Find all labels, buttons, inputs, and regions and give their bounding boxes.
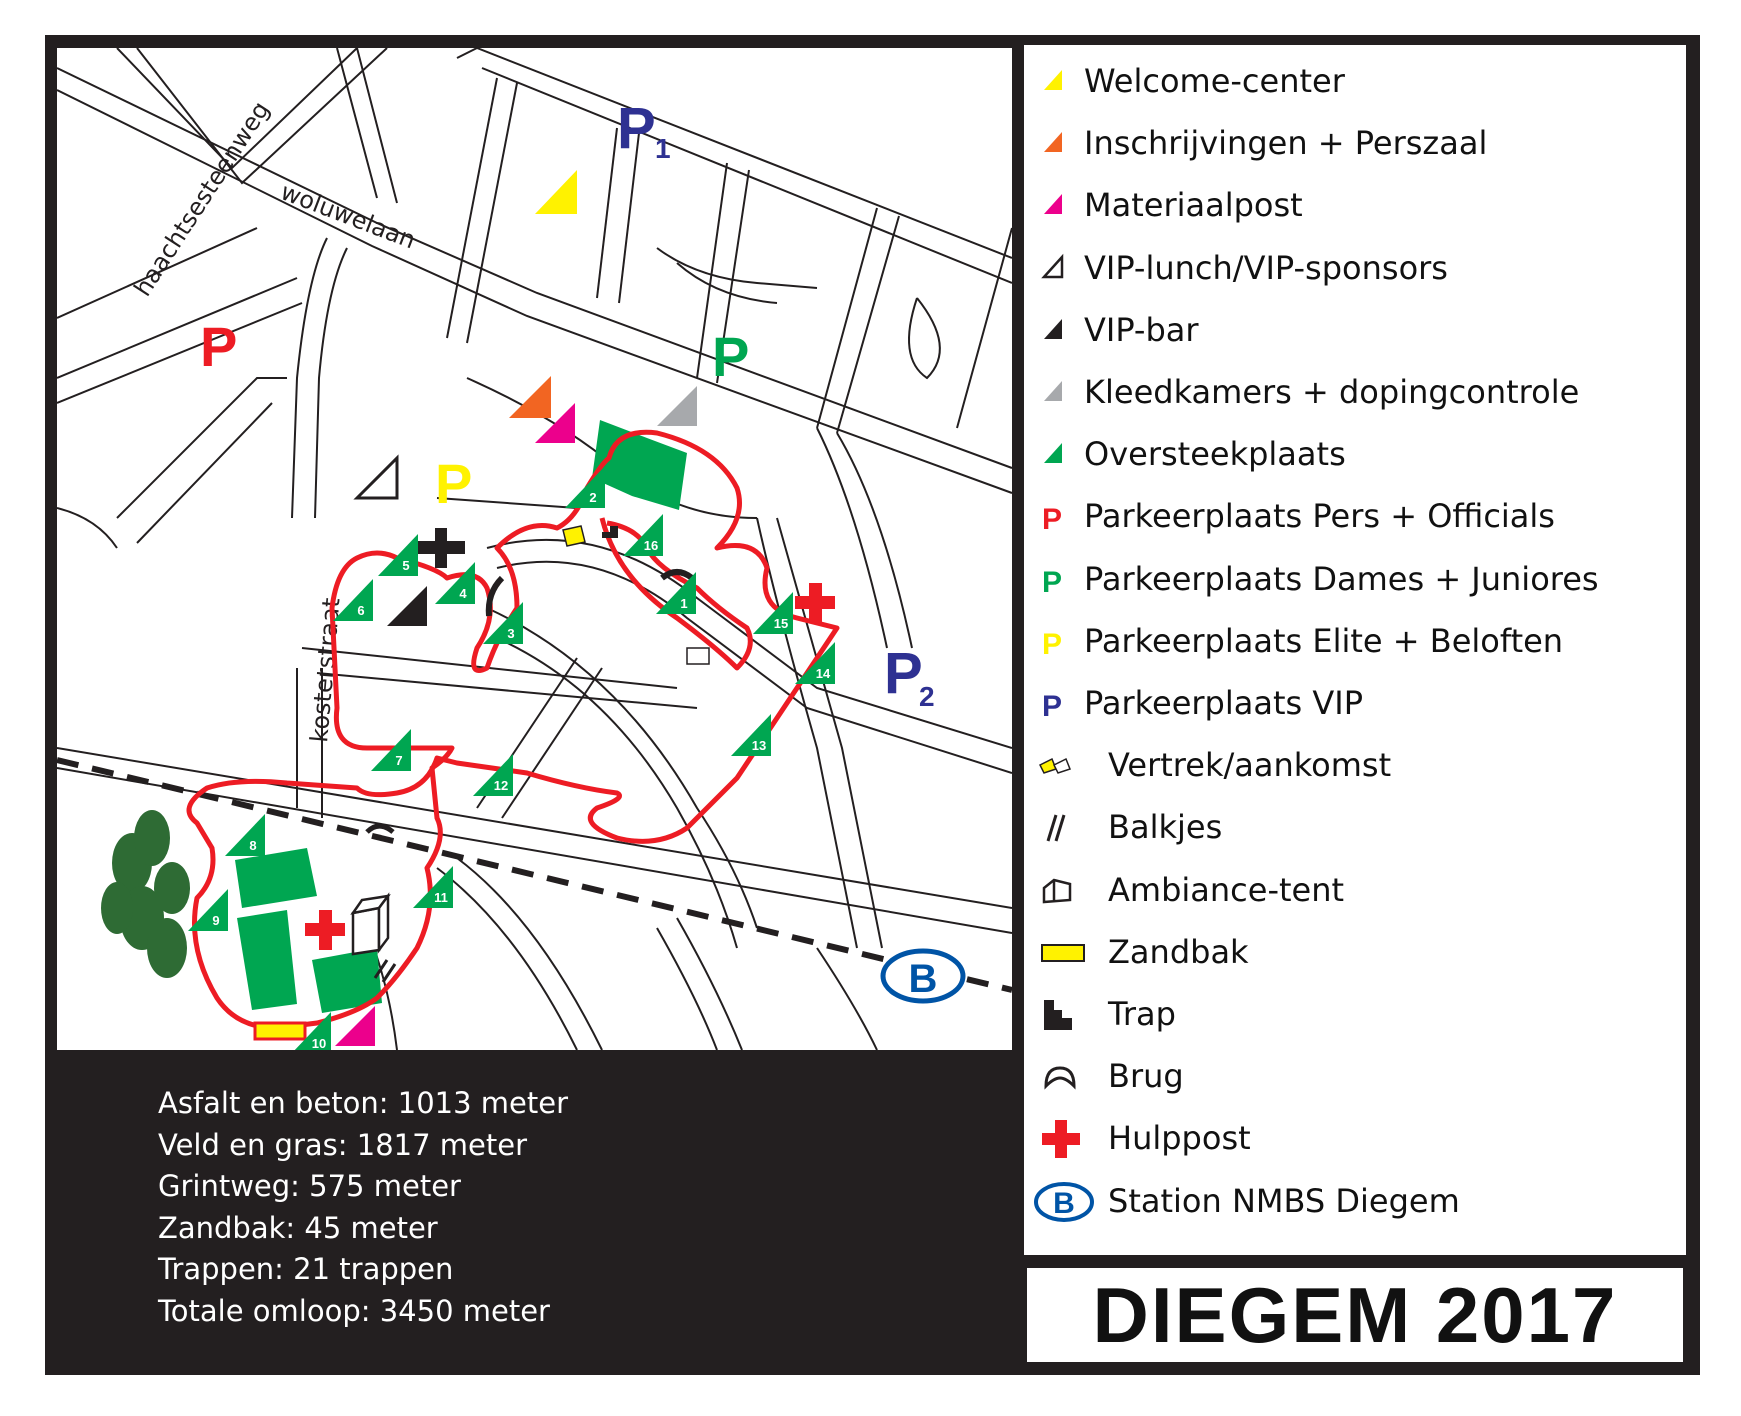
crossing-number: 15 (773, 616, 789, 631)
parking-yellow[interactable]: P (435, 452, 473, 515)
legend-item (1024, 990, 1176, 1038)
crossing-number: 13 (751, 738, 767, 753)
crossing-number: 2 (589, 490, 597, 505)
nmbs-station-logo[interactable] (883, 951, 963, 1001)
crossing-number: 1 (680, 596, 688, 611)
stat-gravel: Grintweg: 575 meter (158, 1169, 461, 1203)
legend-label: Brug (1108, 1057, 1184, 1096)
crossing-number: 8 (249, 838, 257, 853)
parking-p1-sub: 1 (655, 133, 671, 164)
red-cross-icon (1024, 1114, 1108, 1162)
legend-label: Ambiance-tent (1108, 870, 1345, 909)
parking-p1[interactable]: P (617, 96, 656, 161)
trees (101, 810, 190, 978)
parking-green[interactable]: P (712, 325, 750, 388)
crossing-16-marker[interactable] (623, 514, 663, 556)
map-canvas (57, 48, 1012, 1050)
legend-item (1024, 803, 1222, 851)
svg-text:P: P (1042, 690, 1063, 723)
legend-label: Station NMBS Diegem (1108, 1181, 1460, 1220)
legend-label: Parkeerplaats Pers + Officials (1084, 497, 1555, 536)
bridge[interactable] (489, 578, 502, 616)
legend-item (1024, 1114, 1251, 1162)
legend-item (1024, 430, 1346, 478)
page-title: DIEGEM 2017 (1092, 1270, 1618, 1359)
magenta-flag-icon (1024, 181, 1084, 229)
nmbs-logo-icon (1024, 1177, 1108, 1225)
legend-item (1024, 679, 1363, 727)
legend-item (1024, 617, 1563, 665)
course-map[interactable] (57, 48, 1012, 1050)
stairs-icon (1024, 990, 1108, 1038)
crossing-13-marker[interactable] (731, 714, 771, 756)
legend-panel (1024, 45, 1686, 1255)
sandbox[interactable] (255, 1023, 305, 1039)
bridge-icon (1024, 1052, 1108, 1100)
grey-flag-icon (1024, 368, 1084, 416)
legend-item (1024, 368, 1579, 416)
green-field (237, 910, 297, 1010)
legend-label: Balkjes (1108, 808, 1223, 847)
legend-label: Oversteekplaats (1084, 435, 1346, 474)
crossing-4-marker[interactable] (435, 562, 475, 604)
legend-label: Hulppost (1108, 1119, 1251, 1158)
changing-rooms-flag[interactable] (657, 386, 697, 426)
crossing-number: 11 (434, 890, 448, 905)
street-label-kosterstraat: kosterstraat (305, 596, 346, 744)
crossing-11-marker[interactable] (413, 866, 453, 908)
legend-item (1024, 306, 1199, 354)
crossing-15-marker[interactable] (753, 592, 793, 634)
stat-asphalt: Asfalt en beton: 1013 meter (158, 1086, 568, 1120)
crossing-8-marker[interactable] (225, 814, 265, 856)
crossing-number: 16 (643, 538, 659, 553)
parking-p2[interactable]: P (884, 641, 923, 706)
legend-item (1024, 119, 1487, 167)
vip-lunch-flag[interactable] (357, 458, 397, 498)
title-box (1024, 1265, 1686, 1365)
svg-text:B: B (1053, 1186, 1075, 1220)
crossing-number: 5 (402, 558, 410, 573)
crossing-number: 12 (493, 778, 509, 793)
legend-label: Parkeerplaats Elite + Beloften (1084, 621, 1564, 660)
crossing-number: 10 (311, 1036, 327, 1050)
stat-grass: Veld en gras: 1817 meter (158, 1127, 527, 1162)
svg-text:B: B (908, 957, 938, 1001)
first-aid-cross-2[interactable] (305, 910, 345, 950)
green-flag-icon (1024, 430, 1084, 478)
legend-label: Parkeerplaats Dames + Juniores (1084, 559, 1599, 598)
legend-label: Vertrek/aankomst (1108, 746, 1392, 785)
legend-item (1024, 492, 1555, 540)
legend-label: Kleedkamers + dopingcontrole (1084, 373, 1580, 411)
yellow-flag-icon (1024, 57, 1084, 105)
legend-label: Parkeerplaats VIP (1084, 684, 1363, 722)
legend-item (1024, 928, 1249, 976)
svg-text:P: P (1042, 627, 1063, 661)
svg-text:P: P (1042, 565, 1063, 599)
legend-label: Inschrijvingen + Perszaal (1084, 124, 1488, 163)
legend-label: VIP-bar (1084, 310, 1199, 349)
crossing-number: 7 (395, 753, 403, 768)
legend-item (1024, 555, 1599, 603)
legend-label: VIP-lunch/VIP-sponsors (1084, 248, 1448, 287)
registration-flag[interactable] (509, 376, 551, 418)
ambiance-tent[interactable] (353, 896, 388, 954)
crossing-number: 9 (212, 913, 220, 928)
black-flag-icon (1024, 306, 1084, 354)
green-parking-icon (1024, 555, 1084, 603)
green-field (235, 848, 317, 908)
legend-label: Materiaalpost (1084, 186, 1303, 225)
vip-bar-flag[interactable] (387, 586, 427, 626)
legend-item (1024, 1177, 1460, 1225)
legend-item (1024, 244, 1448, 292)
street-label-haachtsesteenweg: haachtsesteenweg (128, 96, 276, 302)
parking-red[interactable]: P (200, 315, 238, 378)
legend-label: Zandbak (1108, 932, 1249, 971)
legend-item (1024, 1052, 1184, 1100)
street-label-woluwelaan: woluwelaan (276, 177, 420, 255)
legend-item (1024, 181, 1303, 229)
outline-flag-icon (1024, 244, 1084, 292)
crossing-14-marker[interactable] (795, 642, 835, 684)
course-stats (158, 1083, 568, 1332)
black-cross (417, 528, 465, 568)
sandbox-icon (1024, 928, 1108, 976)
orange-flag-icon (1024, 119, 1084, 167)
legend-label: Welcome-center (1084, 62, 1345, 100)
crossing-number: 3 (507, 626, 515, 641)
crossing-12-marker[interactable] (473, 754, 513, 796)
parking-p2-sub: 2 (919, 681, 935, 712)
tent-icon (1024, 866, 1108, 914)
yellow-parking-icon (1024, 617, 1084, 665)
legend-item (1024, 57, 1345, 105)
welcome-center-flag[interactable] (535, 170, 577, 214)
finish-flag[interactable] (687, 648, 709, 664)
red-parking-icon (1024, 492, 1084, 540)
checkered-flags-icon (1024, 741, 1108, 789)
stat-sandbox: Zandbak: 45 meter (158, 1210, 438, 1245)
bridge[interactable] (367, 826, 393, 832)
double-slash-icon (1024, 803, 1108, 851)
start-flag[interactable] (563, 526, 585, 546)
stat-stairs: Trappen: 21 trappen (158, 1252, 454, 1286)
crossing-number: 4 (459, 586, 467, 601)
blue-parking-icon (1024, 679, 1084, 727)
stat-total: Totale omloop: 3450 meter (158, 1293, 550, 1328)
svg-text:P: P (1042, 503, 1063, 537)
legend-label: Trap (1108, 995, 1176, 1033)
crossing-number: 6 (357, 603, 365, 618)
legend-item (1024, 741, 1391, 789)
crossing-number: 14 (815, 666, 831, 681)
legend-item (1024, 866, 1344, 914)
